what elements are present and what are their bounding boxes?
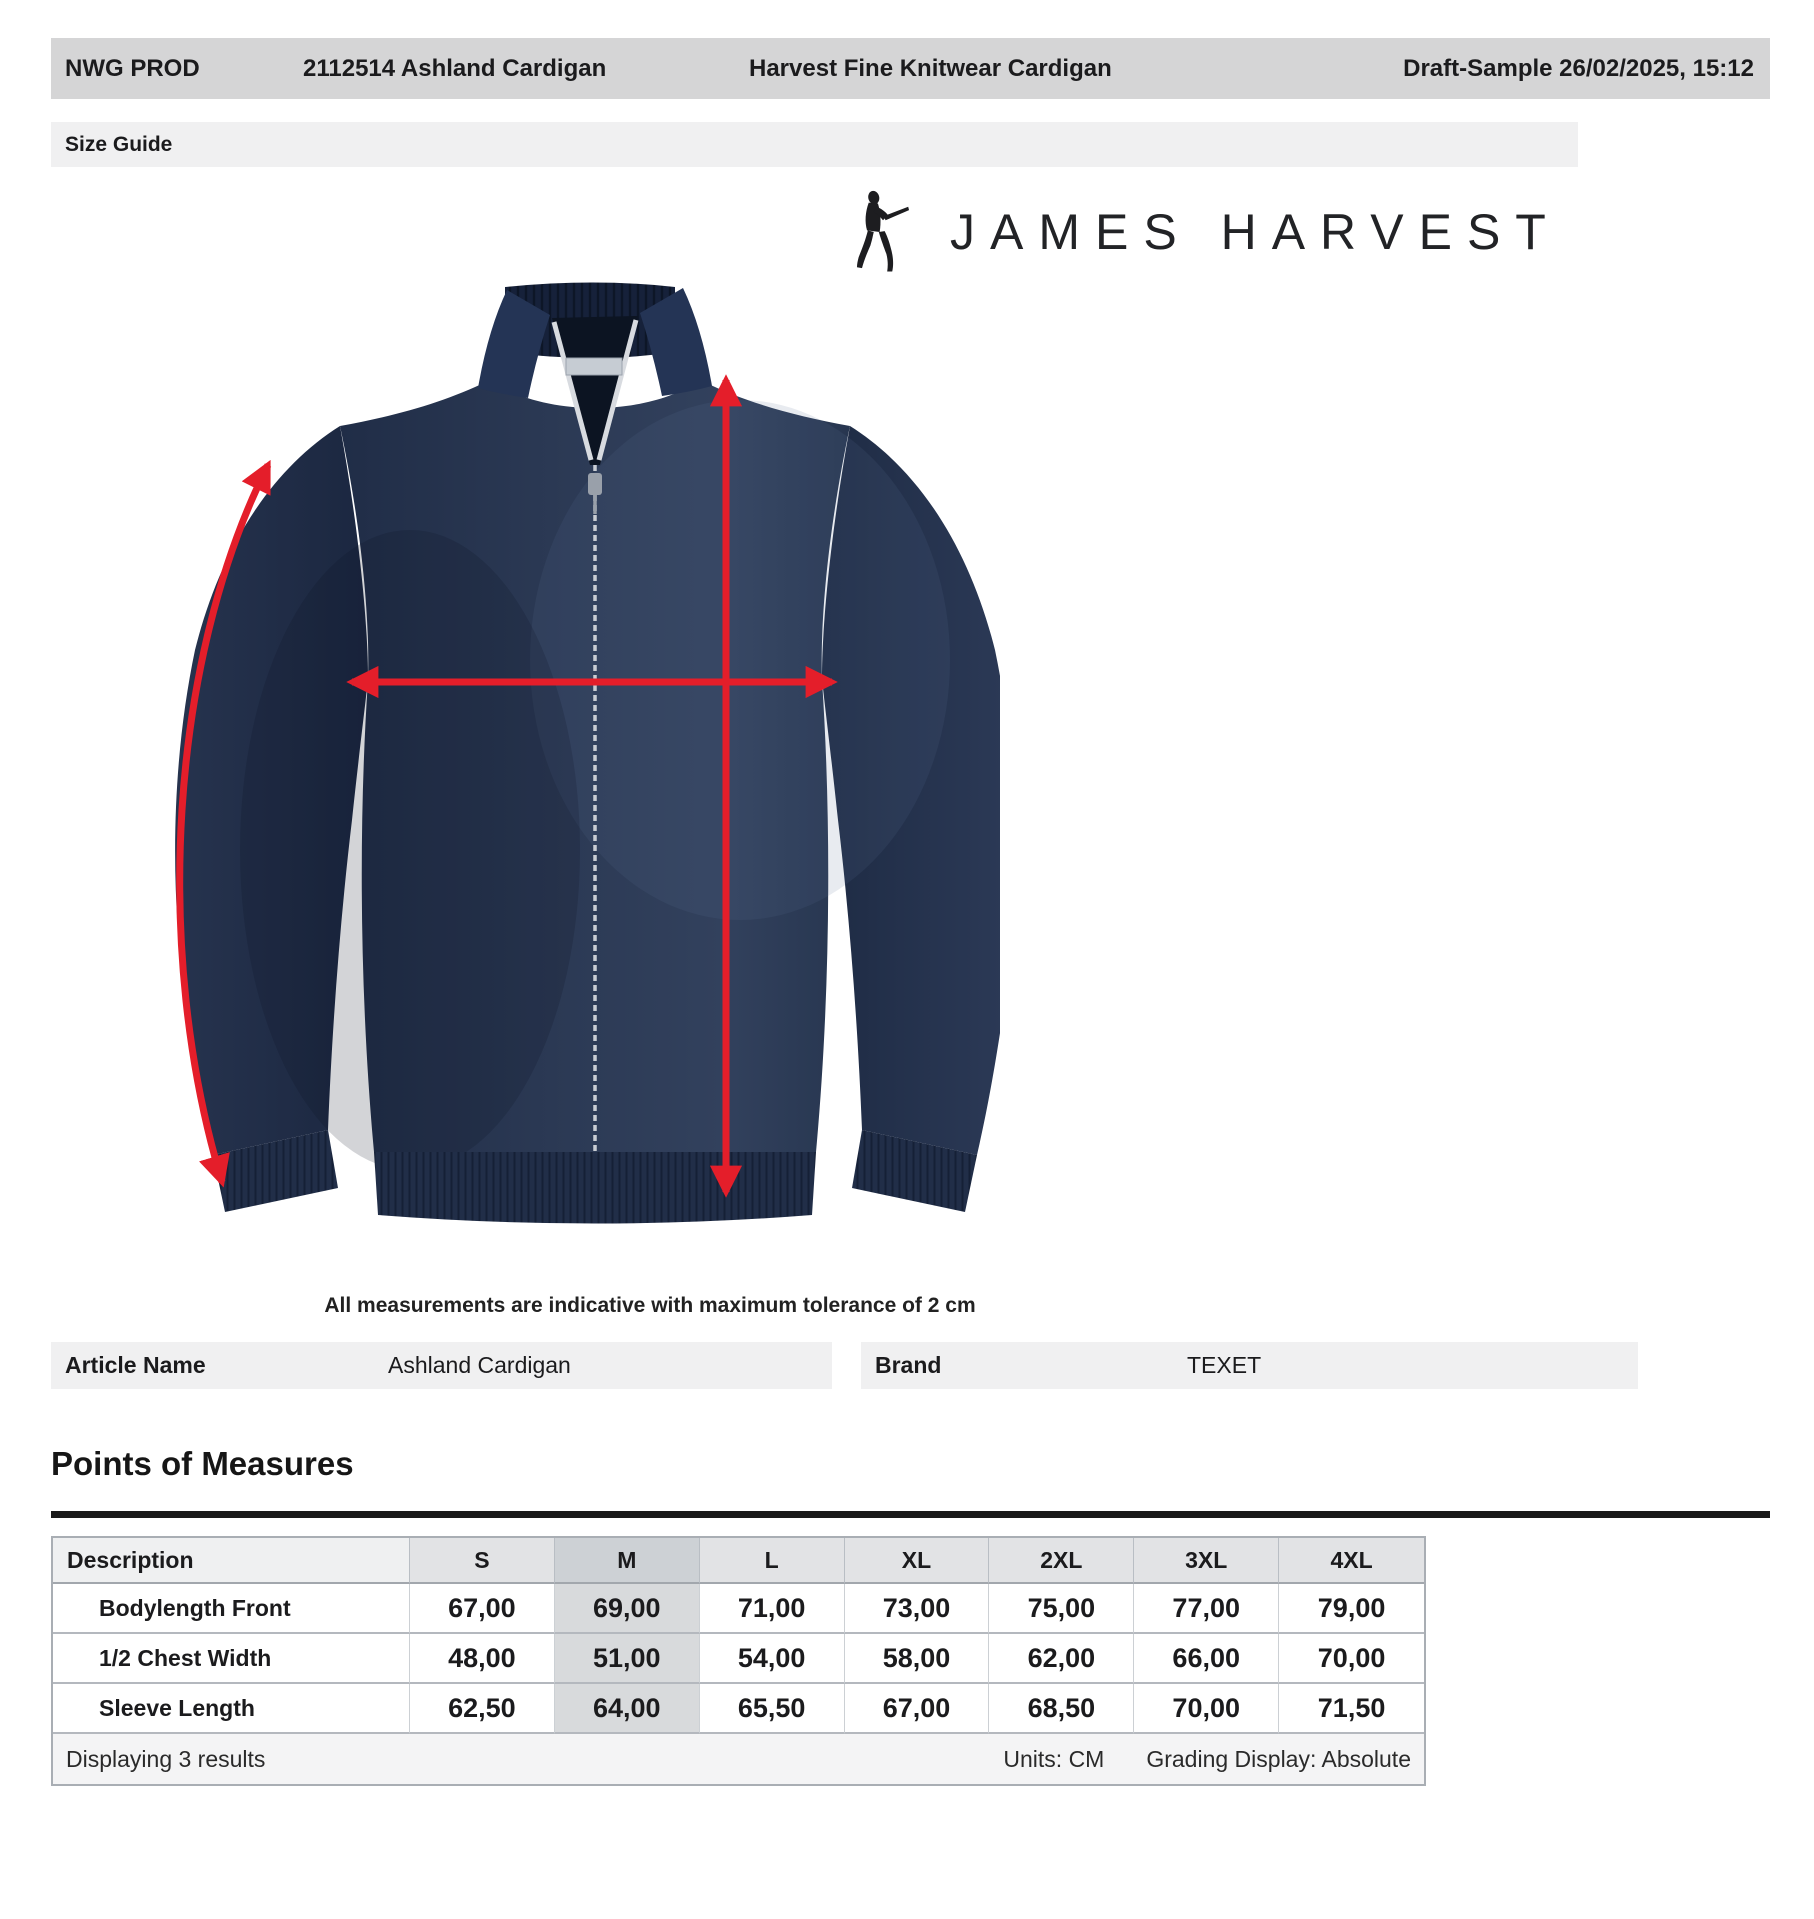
measure-value: 79,00	[1279, 1584, 1424, 1634]
size-guide-section-header: Size Guide	[51, 122, 1578, 167]
table-footer	[53, 1734, 1424, 1784]
measure-row-description: Sleeve Length	[53, 1684, 410, 1734]
measure-value: 70,00	[1134, 1684, 1279, 1734]
brand-row	[861, 1342, 1638, 1389]
program-name: NWG PROD	[65, 55, 200, 82]
measure-value: 66,00	[1134, 1634, 1279, 1684]
document-header-bar	[51, 38, 1770, 99]
article-name-row	[51, 1342, 832, 1389]
measure-value: 77,00	[1134, 1584, 1279, 1634]
article-name-value: Ashland Cardigan	[388, 1352, 571, 1378]
section-divider	[51, 1511, 1770, 1518]
measures-table	[51, 1536, 1426, 1786]
points-of-measures-title: Points of Measures	[51, 1445, 354, 1482]
column-header-size-xl[interactable]: XL	[845, 1538, 990, 1584]
measure-value: 67,00	[410, 1584, 555, 1634]
measure-value: 67,00	[845, 1684, 990, 1734]
brand-label: Brand	[875, 1352, 942, 1378]
measure-row-description: Bodylength Front	[53, 1584, 410, 1634]
grading-display-label: Grading Display: Absolute	[1146, 1745, 1411, 1772]
column-header-description: Description	[53, 1538, 410, 1584]
measure-value: 48,00	[410, 1634, 555, 1684]
article-number-name: 2112514 Ashland Cardigan	[303, 55, 607, 82]
cardigan-measure-image	[100, 230, 1000, 1290]
column-header-size-3xl[interactable]: 3XL	[1134, 1538, 1279, 1584]
results-count: Displaying 3 results	[66, 1745, 266, 1772]
measure-value: 54,00	[700, 1634, 845, 1684]
measure-value: 62,00	[989, 1634, 1134, 1684]
units-label: Units: CM	[1003, 1745, 1105, 1772]
measure-value: 68,50	[989, 1684, 1134, 1734]
column-header-size-2xl[interactable]: 2XL	[989, 1538, 1134, 1584]
column-header-size-s[interactable]: S	[410, 1538, 555, 1584]
measure-value: 73,00	[845, 1584, 990, 1634]
tolerance-caption: All measurements are indicative with maximum tolerance of 2 cm	[324, 1294, 976, 1317]
measure-value: 70,00	[1279, 1634, 1424, 1684]
measure-value: 51,00	[555, 1634, 700, 1684]
measure-value: 69,00	[555, 1584, 700, 1634]
measure-value: 71,50	[1279, 1684, 1424, 1734]
measure-value: 64,00	[555, 1684, 700, 1734]
article-name-label: Article Name	[65, 1352, 206, 1378]
measure-value: 65,50	[700, 1684, 845, 1734]
brand-value: TEXET	[1187, 1352, 1262, 1378]
draft-timestamp: Draft-Sample 26/02/2025, 15:12	[1403, 55, 1754, 82]
measure-value: 62,50	[410, 1684, 555, 1734]
brand-logo-text: JAMES HARVEST	[950, 204, 1561, 260]
column-header-size-l[interactable]: L	[700, 1538, 845, 1584]
column-header-size-4xl[interactable]: 4XL	[1279, 1538, 1424, 1584]
measure-value: 75,00	[989, 1584, 1134, 1634]
measure-value: 58,00	[845, 1634, 990, 1684]
measure-row-description: 1/2 Chest Width	[53, 1634, 410, 1684]
measure-value: 71,00	[700, 1584, 845, 1634]
column-header-size-m-selected[interactable]: M	[555, 1538, 700, 1584]
product-name: Harvest Fine Knitwear Cardigan	[749, 55, 1112, 82]
inner-neck-label	[566, 358, 622, 375]
